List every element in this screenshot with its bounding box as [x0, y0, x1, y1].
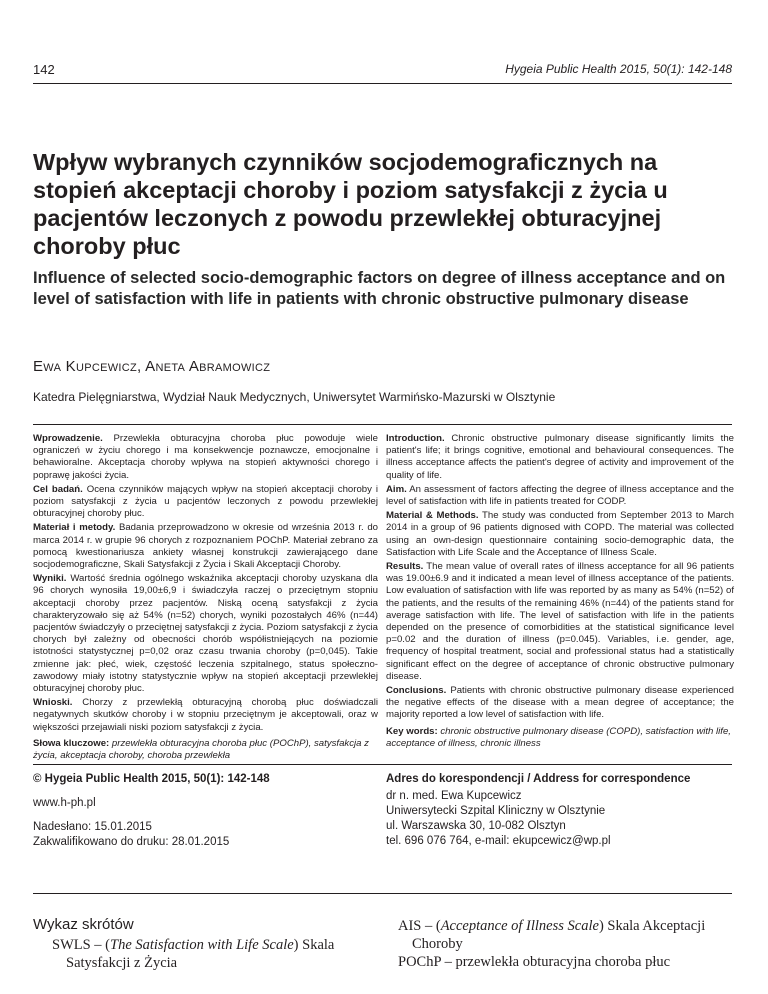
section-text: Badania przeprowadzono w okresie od września 2013 r. do marca 2014 r. w grupie 96 chorych z rozpoznaniem POChP. Materiał zebrano za pomocą kwestionariusza ankiety własnej konstrukcji zawierającego dane socjodemograficzne, Skali Satysfakcji z Życia i Skali Akceptacji Choroby. — [33, 522, 378, 571]
affiliation: Katedra Pielęgniarstwa, Wydział Nauk Medycznych, Uniwersytet Warmińsko-Mazurski w Olsztynie — [33, 390, 556, 404]
abstract-pl — [33, 433, 378, 736]
section-label: Wprowadzenie. — [33, 433, 103, 444]
section-text: The study was conducted from September 2013 to March 2014 in a group of 96 patients dignosed with COPD. The material was collected using an own-design questionnaire containing socio-demographic data, the Satisfaction with Life Scale and the Acceptance of Illness Scale. — [386, 510, 734, 558]
abbr-text: SWLS – ( — [52, 937, 110, 953]
abstract-en-conclusions — [386, 685, 734, 722]
section-label: Introduction. — [386, 433, 445, 444]
section-text: Patients with chronic obstructive pulmonary disease experienced the negative effects of the disease with a mean degree of acceptance; the majority reported a low level of satisfaction with life. — [386, 685, 734, 721]
section-text: Przewlekła obturacyjna choroba płuc powoduje wiele ograniczeń w życiu chorego i ma konsekwencje poznawcze, emocjonalne i behawioralne. Akceptacja choroby wpływa na stopień aktywności chorego i poprawę jakości życia. — [33, 433, 378, 481]
abstract-pl-aim — [33, 484, 378, 521]
abstract-top-rule — [33, 424, 732, 425]
abbreviation-ais — [398, 917, 734, 953]
abstract-pl-conclusions — [33, 697, 378, 734]
section-text: The mean value of overall rates of illness acceptance for all 96 patients was 19.00±6.9 and it indicated a mean level of illness acceptance of the patients. Low evaluation of satisfaction with life was reported by as many as 54% (n=52) of the patients, and the results of the remaining 46% (n=44) of the patients stand for average satisfaction with life. The level of satisfaction with life in the patients depended on the presence of comorbidities at the statistical significance level p=0.02 and the duration of illness (p=0.045). Variables, i.e. gender, age, frequency of hospital treatment, social and professional status had a statistically significant effect on the degree of acceptance of chronic obstructive pulmonary disease. — [386, 561, 734, 682]
abbr-text: ) Skala Satysfakcji z Życia — [66, 937, 335, 971]
section-label: Results. — [386, 561, 424, 573]
correspondence-name: dr n. med. Ewa Kupcewicz — [386, 790, 522, 802]
keywords-label: Słowa kluczowe: — [33, 738, 110, 749]
accepted-date: Zakwalifikowano do druku: 28.01.2015 — [33, 836, 230, 848]
abbreviation-swls — [52, 936, 370, 972]
section-label: Wnioski. — [33, 697, 73, 709]
keywords-label: Key words: — [386, 726, 438, 737]
section-text: Ocena czynników mających wpływ na stopień akceptacji choroby i poziom satysfakcji z życia u pacjentów leczonych z powodu przewlekłej obturacyjnej choroby płuc. — [33, 483, 378, 520]
abstract-pl-intro — [33, 433, 378, 482]
keywords-en — [386, 726, 734, 750]
correspondence-info — [386, 772, 734, 849]
journal-header: Hygeia Public Health 2015, 50(1): 142-148 — [505, 62, 732, 76]
keywords-pl — [33, 738, 378, 762]
received-date: Nadesłano: 15.01.2015 — [33, 821, 152, 833]
correspondence-heading: Adres do korespondencji / Address for correspondence — [386, 773, 691, 785]
abstract-en-aim — [386, 484, 734, 508]
correspondence-institution: Uniwersytecki Szpital Kliniczny w Olsztynie — [386, 805, 606, 817]
abstract-en-results — [386, 561, 734, 683]
correspondence-address: ul. Warszawska 30, 10-082 Olsztyn — [386, 820, 566, 832]
section-label: Aim. — [386, 483, 407, 495]
keywords-text: chronic obstructive pulmonary disease (COPD), satisfaction with life, acceptance of illness, chronic illness — [386, 726, 731, 750]
abbreviations-heading: Wykaz skrótów — [33, 916, 134, 933]
abstract-bottom-rule — [33, 764, 732, 765]
section-text: Chorzy z przewlekłą obturacyjną chorobą płuc doświadczali negatywnych skutków choroby i w stopniu przeciętnym je akceptowali, oraz w większości przejawiali niski poziom satysfakcji z życia. — [33, 697, 378, 733]
section-text: Wartość średnia ogólnego wskaźnika akceptacji choroby uzyskana dla 96 chorych wynosiła 19,00±6,9 i świadczyła raczej o przeciętnym stopniu akceptacji choroby przez pacjentów. Niską oceną satysfakcji z życia charakteryzowało się aż 54% (n=52) chorych, wyniki pozostałych 46% (n=44) pacjentów świadczyły o przeciętnej satysfakcji z życia. Poziom satysfakcji z życia chorych był zależny od obecności chorób współistniejących na poziomie istotności statystycznej p=0,02 oraz czasu trwania choroby (p=0,045). Takie zmienne jak: płeć, wiek, częstość leczenia szpitalnego, status społeczno-zawodowy miały istotny statystycznie wpływ na stopień akceptacji przewlekłej obturacyjnej choroby płuc. — [33, 573, 378, 695]
abstract-pl-results — [33, 573, 378, 695]
header-rule — [33, 83, 732, 84]
abbr-expansion: Acceptance of Illness Scale — [440, 918, 599, 934]
section-label: Wyniki. — [33, 573, 67, 585]
abbreviations-left — [52, 936, 370, 972]
publication-info — [33, 772, 373, 850]
section-text: Chronic obstructive pulmonary disease significantly limits the patient's life; it brings cognitive, emotional and behavioural consequences. The illness acceptance affects the patient's degree of activity and improvement of the quality of life. — [386, 433, 734, 481]
authors: Ewa Kupcewicz, Aneta Abramowicz — [33, 358, 271, 375]
article-title-en: Influence of selected socio-demographic factors on degree of illness acceptance and on level of satisfaction with life in patients with chronic obstructive pulmonary disease — [33, 269, 726, 308]
abstract-en-methods — [386, 510, 734, 559]
section-label: Cel badań. — [33, 483, 83, 495]
info-bottom-rule — [33, 893, 732, 894]
abbr-text: AIS – ( — [398, 918, 441, 934]
page-number: 142 — [33, 62, 55, 77]
abbreviations-right — [398, 917, 734, 971]
section-label: Material & Methods. — [386, 510, 479, 522]
abbreviation-pochp: POChP – przewlekła obturacyjna choroba płuc — [398, 954, 671, 970]
article-title-pl: Wpływ wybranych czynników socjodemograficznych na stopień akceptacji choroby i poziom satysfakcji z życia u pacjentów leczonych z powodu przewlekłej obturacyjnej choroby płuc — [33, 149, 668, 259]
website-link[interactable]: www.h-ph.pl — [33, 797, 96, 809]
abbr-text: ) Skala Akceptacji Choroby — [412, 918, 706, 952]
abbr-expansion: The Satisfaction with Life Scale — [110, 937, 294, 953]
abstract-en — [386, 433, 734, 724]
section-text: An assessment of factors affecting the degree of illness acceptance and the level of satisfaction with life in patients treated for CODP. — [386, 483, 734, 508]
section-label: Materiał i metody. — [33, 522, 116, 534]
correspondence-contact: tel. 696 076 764, e-mail: ekupcewicz@wp.pl — [386, 835, 611, 847]
abstract-pl-methods — [33, 522, 378, 571]
abstract-en-intro — [386, 433, 734, 482]
section-label: Conclusions. — [386, 685, 447, 697]
copyright: © Hygeia Public Health 2015, 50(1): 142-148 — [33, 773, 270, 785]
keywords-text: przewlekła obturacyjna choroba płuc (POChP), satysfakcja z życia, akceptacja choroby, choroba przewlekła — [33, 738, 369, 762]
